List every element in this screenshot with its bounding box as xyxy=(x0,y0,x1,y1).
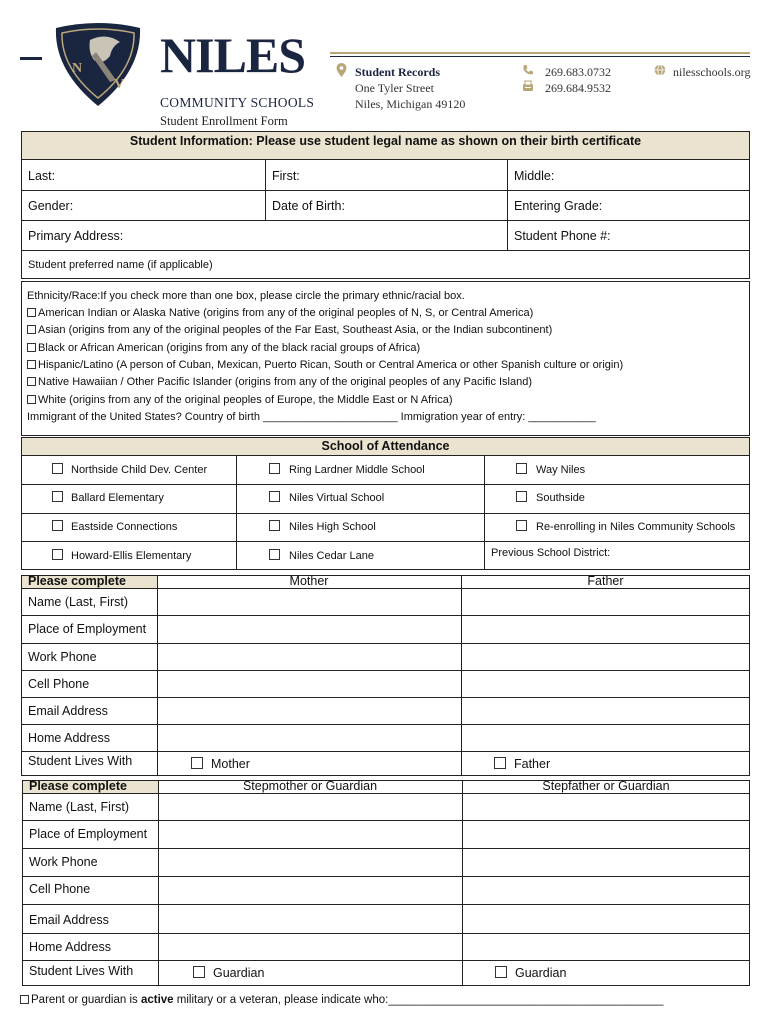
checkbox-niles-high[interactable] xyxy=(269,520,280,531)
divider xyxy=(21,697,750,698)
divider xyxy=(22,876,750,877)
row-label: Home Address xyxy=(29,940,111,954)
row-label: Email Address xyxy=(29,913,109,927)
brand-subtitle: COMMUNITY SCHOOLS xyxy=(160,95,315,110)
checkbox-niles-virtual[interactable] xyxy=(269,491,280,502)
school-option: Re-enrolling in Niles Community Schools xyxy=(536,521,736,533)
checkbox-howard-ellis[interactable] xyxy=(52,549,63,560)
school-option: Ring Lardner Middle School xyxy=(289,464,425,476)
immigrant-question[interactable]: Immigrant of the United States? Country of birth ______________________ Immigration year of entry: ___________ xyxy=(27,411,596,423)
lives-with-father-checkbox[interactable] xyxy=(494,757,506,769)
checkbox-ring-lardner[interactable] xyxy=(269,463,280,474)
row-label: Place of Employment xyxy=(29,827,148,841)
ethnicity-option[interactable] xyxy=(27,324,552,336)
ethnicity-option[interactable] xyxy=(27,376,532,388)
divider xyxy=(265,159,266,220)
location-pin-icon xyxy=(336,63,347,77)
grade-field[interactable]: Entering Grade: xyxy=(514,199,603,213)
office-name: Student Records xyxy=(355,65,441,79)
ethnicity-option-label: Asian (origins from any of the original peoples of the Far East, Southeast Asia, or the Indian subcontinent) xyxy=(38,324,553,336)
student-phone-field[interactable]: Student Phone #: xyxy=(514,229,611,243)
lives-with-label: Mother xyxy=(211,757,250,771)
school-option: Southside xyxy=(536,492,585,504)
form-title: Student Enrollment Form xyxy=(160,114,288,128)
checkbox-ballard[interactable] xyxy=(52,491,63,502)
divider xyxy=(21,513,750,514)
father-column-heading: Father xyxy=(587,574,624,588)
address-line-1: One Tyler Street xyxy=(355,81,434,95)
parents-heading: Please complete xyxy=(28,574,126,588)
divider xyxy=(484,455,485,570)
divider xyxy=(21,190,750,191)
divider xyxy=(21,159,750,160)
divider xyxy=(158,780,159,986)
lives-with-label: Guardian xyxy=(213,966,265,980)
military-text: military or a veteran, please indicate who:___________________________________________ xyxy=(173,994,664,1006)
row-label: Cell Phone xyxy=(28,677,90,691)
row-label: Name (Last, First) xyxy=(28,595,129,609)
ethnicity-option[interactable] xyxy=(27,342,420,354)
header-rule-gold xyxy=(330,52,750,54)
school-option: Ballard Elementary xyxy=(71,492,164,504)
school-option: Niles High School xyxy=(289,521,376,533)
divider xyxy=(21,588,750,589)
divider xyxy=(22,793,750,794)
ethnicity-option-label: Native Hawaiian / Other Pacific Islander (origins from any of the original peoples of any Pacific Island) xyxy=(38,376,533,388)
address-line-2: Niles, Michigan 49120 xyxy=(355,97,466,111)
divider xyxy=(157,575,158,776)
fax-icon xyxy=(522,80,534,92)
row-label: Work Phone xyxy=(28,650,97,664)
divider xyxy=(22,904,750,905)
previous-district-field[interactable]: Previous School District: xyxy=(491,547,611,559)
checkbox[interactable] xyxy=(27,325,36,334)
school-option: Eastside Connections xyxy=(71,521,178,533)
military-question[interactable] xyxy=(20,994,663,1006)
divider xyxy=(21,455,750,456)
divider xyxy=(21,670,750,671)
lives-with-mother-checkbox[interactable] xyxy=(191,757,203,769)
divider xyxy=(21,643,750,644)
divider xyxy=(22,848,750,849)
military-text: Parent or guardian is xyxy=(31,994,141,1006)
divider xyxy=(22,820,750,821)
student-info-table xyxy=(21,131,750,279)
preferred-name-field[interactable]: Student preferred name (if applicable) xyxy=(28,259,213,271)
ethnicity-option-label: Black or African American (origins from any of the black racial groups of Africa) xyxy=(38,342,421,354)
mother-column-heading: Mother xyxy=(289,574,329,588)
divider xyxy=(21,615,750,616)
school-shield-logo xyxy=(50,22,146,108)
contact-numbers xyxy=(545,64,611,96)
checkbox-eastside[interactable] xyxy=(52,520,63,531)
ethnicity-option[interactable] xyxy=(27,307,533,319)
divider xyxy=(21,220,750,221)
phone-icon xyxy=(522,64,534,76)
divider xyxy=(21,541,750,542)
checkbox-re-enrolling[interactable] xyxy=(516,520,527,531)
lives-with-guardian-checkbox[interactable] xyxy=(495,966,507,978)
first-name-field[interactable]: First: xyxy=(272,169,300,183)
ethnicity-option-label: White (origins from any of the original peoples of Europe, the Middle East or N Africa) xyxy=(38,394,453,406)
school-option: Howard-Ellis Elementary xyxy=(71,550,192,562)
row-label: Email Address xyxy=(28,704,108,718)
lives-with-guardian-checkbox[interactable] xyxy=(193,966,205,978)
school-option: Niles Cedar Lane xyxy=(289,550,374,562)
header-rule-navy xyxy=(330,56,750,57)
row-label: Home Address xyxy=(28,731,110,745)
dob-field[interactable]: Date of Birth: xyxy=(272,199,345,213)
divider xyxy=(22,960,750,961)
school-option: Northside Child Dev. Center xyxy=(71,464,208,476)
stepmother-column-heading: Stepmother or Guardian xyxy=(242,779,378,793)
divider xyxy=(461,575,462,776)
row-label: Place of Employment xyxy=(28,622,147,636)
divider xyxy=(507,159,508,250)
divider xyxy=(21,751,750,752)
row-label: Cell Phone xyxy=(29,882,91,896)
checkbox[interactable] xyxy=(27,395,36,404)
parents-table xyxy=(21,575,750,776)
logo-letter-v: V xyxy=(114,77,125,92)
checkbox-northside[interactable] xyxy=(52,463,63,474)
stepfather-column-heading: Stepfather or Guardian xyxy=(542,779,670,793)
ethnicity-option[interactable] xyxy=(27,359,623,371)
checkbox[interactable] xyxy=(27,308,36,317)
guardians-heading: Please complete xyxy=(29,779,127,793)
lives-with-label: Guardian xyxy=(515,966,567,980)
brand-title: NILES xyxy=(160,27,306,83)
row-label: Student Lives With xyxy=(28,754,133,768)
phone-number: 269.683.0732 xyxy=(545,65,611,79)
checkbox-southside[interactable] xyxy=(516,491,527,502)
lives-with-label: Father xyxy=(514,757,551,771)
student-info-heading: Student Information: Please use student legal name as shown on their birth certificate xyxy=(129,134,642,148)
military-checkbox[interactable] xyxy=(20,995,29,1004)
gender-field[interactable]: Gender: xyxy=(28,199,74,213)
divider xyxy=(22,933,750,934)
ethnicity-option[interactable] xyxy=(27,394,453,406)
divider xyxy=(21,484,750,485)
divider xyxy=(21,724,750,725)
checkbox[interactable] xyxy=(27,343,36,352)
row-label: Work Phone xyxy=(29,855,98,869)
header-dash xyxy=(20,57,42,60)
website-link[interactable]: nilesschools.org xyxy=(673,65,751,79)
checkbox[interactable] xyxy=(27,360,36,369)
ethnicity-option-label: American Indian or Alaska Native (origins from any of the original peoples of N, S, or Central America) xyxy=(38,307,534,319)
guardians-table xyxy=(22,780,750,986)
last-name-field[interactable]: Last: xyxy=(28,169,56,183)
globe-icon xyxy=(654,64,666,76)
divider xyxy=(236,455,237,570)
school-option: Niles Virtual School xyxy=(289,492,385,504)
military-emphasis: active xyxy=(140,994,174,1006)
school-heading: School of Attendance xyxy=(321,439,450,453)
ethnicity-option-label: Hispanic/Latino (A person of Cuban, Mexican, Puerto Rican, South or Central America or other Spanish culture or origin) xyxy=(38,359,624,371)
address-block xyxy=(355,64,465,112)
fax-number: 269.684.9532 xyxy=(545,81,611,95)
row-label: Student Lives With xyxy=(29,964,134,978)
row-label: Name (Last, First) xyxy=(29,800,130,814)
divider xyxy=(462,780,463,986)
divider xyxy=(21,250,750,251)
school-option: Way Niles xyxy=(536,464,586,476)
checkbox-cedar-lane[interactable] xyxy=(269,549,280,560)
ethnicity-intro: Ethnicity/Race:If you check more than one box, please circle the primary ethnic/racial box. xyxy=(27,290,465,302)
address-field[interactable]: Primary Address: xyxy=(28,229,124,243)
logo-letter-n: N xyxy=(72,61,83,76)
middle-name-field[interactable]: Middle: xyxy=(514,169,555,183)
checkbox[interactable] xyxy=(27,377,36,386)
checkbox-way-niles[interactable] xyxy=(516,463,527,474)
